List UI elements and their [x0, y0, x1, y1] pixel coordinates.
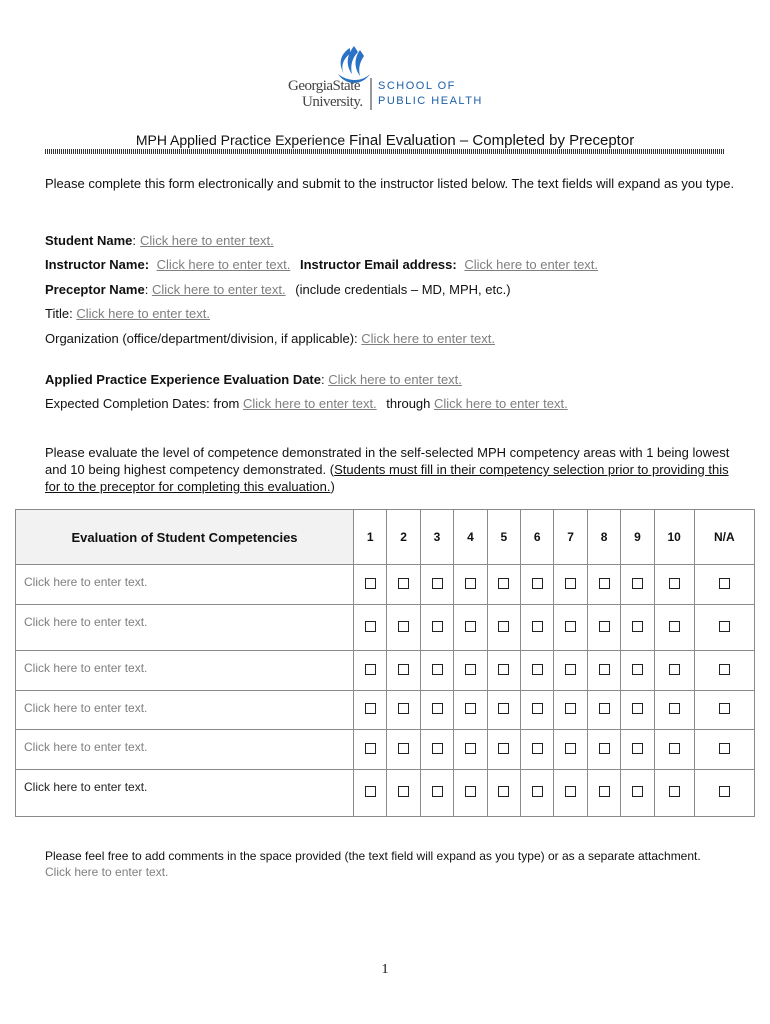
score-column-header: 1: [354, 510, 387, 565]
eval-date-input[interactable]: Click here to enter text.: [328, 372, 462, 387]
score-column-header: N/A: [694, 510, 754, 565]
score-checkbox[interactable]: [432, 743, 443, 754]
score-cell: [621, 605, 654, 651]
score-checkbox[interactable]: [498, 578, 509, 589]
score-cell: [454, 691, 487, 730]
score-checkbox[interactable]: [498, 664, 509, 675]
completion-through-input[interactable]: Click here to enter text.: [434, 396, 568, 411]
competency-input[interactable]: Click here to enter text.: [16, 770, 354, 817]
score-cell: [487, 770, 520, 817]
table-row: [16, 691, 755, 730]
score-checkbox[interactable]: [632, 786, 643, 797]
score-column-header: 6: [521, 510, 554, 565]
score-cell: [521, 651, 554, 691]
score-checkbox[interactable]: [498, 786, 509, 797]
score-checkbox[interactable]: [398, 786, 409, 797]
score-cell: [354, 770, 387, 817]
intro-text: Please complete this form electronically and submit to the instructor listed below. The text fields will expand as you type.: [45, 176, 735, 191]
score-checkbox[interactable]: [719, 743, 730, 754]
score-cell: [654, 651, 694, 691]
gsu-logo: [288, 44, 488, 116]
score-cell: [521, 691, 554, 730]
score-checkbox[interactable]: [498, 621, 509, 632]
score-checkbox[interactable]: [432, 621, 443, 632]
score-cell: [587, 691, 620, 730]
completion-dates-row: Expected Completion Dates: from Click here to enter text. through Click here to enter text.: [45, 396, 568, 411]
score-checkbox[interactable]: [365, 743, 376, 754]
score-checkbox[interactable]: [532, 664, 543, 675]
score-cell: [554, 730, 587, 770]
score-checkbox[interactable]: [669, 786, 680, 797]
score-checkbox[interactable]: [599, 786, 610, 797]
score-cell: [454, 730, 487, 770]
score-cell: [587, 730, 620, 770]
score-cell: [694, 770, 754, 817]
score-checkbox[interactable]: [565, 664, 576, 675]
score-cell: [621, 565, 654, 605]
score-column-header: 2: [387, 510, 420, 565]
score-column-header: 8: [587, 510, 620, 565]
score-checkbox[interactable]: [532, 786, 543, 797]
score-checkbox[interactable]: [465, 621, 476, 632]
competency-input[interactable]: Click here to enter text.: [16, 730, 354, 770]
table-row: [16, 605, 755, 651]
score-column-header: 4: [454, 510, 487, 565]
score-cell: [354, 651, 387, 691]
score-checkbox[interactable]: [532, 578, 543, 589]
title-divider: [45, 149, 725, 154]
score-checkbox[interactable]: [632, 578, 643, 589]
score-cell: [354, 691, 387, 730]
score-cell: [487, 565, 520, 605]
score-checkbox[interactable]: [432, 664, 443, 675]
score-cell: [420, 565, 453, 605]
score-cell: [654, 565, 694, 605]
score-checkbox[interactable]: [498, 703, 509, 714]
score-checkbox[interactable]: [599, 703, 610, 714]
score-checkbox[interactable]: [365, 786, 376, 797]
score-checkbox[interactable]: [565, 578, 576, 589]
score-cell: [387, 730, 420, 770]
table-row: [16, 770, 755, 817]
score-checkbox[interactable]: [432, 703, 443, 714]
score-checkbox[interactable]: [365, 621, 376, 632]
score-checkbox[interactable]: [719, 621, 730, 632]
score-cell: [654, 605, 694, 651]
score-cell: [354, 730, 387, 770]
score-cell: [420, 691, 453, 730]
score-checkbox[interactable]: [632, 664, 643, 675]
score-checkbox[interactable]: [669, 578, 680, 589]
score-checkbox[interactable]: [465, 743, 476, 754]
score-cell: [694, 730, 754, 770]
competency-table: [15, 509, 755, 817]
instructor-name-input[interactable]: Click here to enter text.: [156, 257, 291, 272]
score-checkbox[interactable]: [465, 664, 476, 675]
score-checkbox[interactable]: [365, 703, 376, 714]
score-cell: [487, 691, 520, 730]
score-cell: [554, 691, 587, 730]
score-checkbox[interactable]: [565, 743, 576, 754]
table-row: [16, 565, 755, 605]
score-cell: [587, 565, 620, 605]
score-cell: [487, 730, 520, 770]
score-cell: [354, 565, 387, 605]
organization-row: Organization (office/department/division, if applicable): Click here to enter text.: [45, 331, 495, 346]
score-cell: [387, 770, 420, 817]
score-cell: [554, 770, 587, 817]
score-checkbox[interactable]: [599, 621, 610, 632]
university-name-line1: GeorgiaState: [288, 78, 361, 94]
score-cell: [454, 770, 487, 817]
school-name-line2: PUBLIC HEALTH: [378, 95, 483, 107]
table-row: [16, 651, 755, 691]
table-header-row: [16, 510, 755, 565]
title-row: Title: Click here to enter text.: [45, 306, 210, 321]
score-checkbox[interactable]: [599, 578, 610, 589]
score-cell: [387, 651, 420, 691]
competency-input[interactable]: Click here to enter text.: [16, 605, 354, 651]
score-checkbox[interactable]: [398, 664, 409, 675]
score-checkbox[interactable]: [432, 786, 443, 797]
score-cell: [454, 605, 487, 651]
score-cell: [521, 605, 554, 651]
score-checkbox[interactable]: [398, 578, 409, 589]
score-cell: [420, 651, 453, 691]
score-cell: [587, 770, 620, 817]
instructor-row: Instructor Name: Click here to enter text. Instructor Email address: Click here to enter text.: [45, 257, 599, 272]
score-checkbox[interactable]: [565, 703, 576, 714]
score-cell: [554, 565, 587, 605]
score-checkbox[interactable]: [669, 664, 680, 675]
page-number: 1: [381, 962, 389, 977]
score-column-header: 3: [420, 510, 453, 565]
score-checkbox[interactable]: [532, 743, 543, 754]
score-checkbox[interactable]: [669, 743, 680, 754]
score-cell: [587, 651, 620, 691]
score-cell: [454, 565, 487, 605]
eval-date-row: Applied Practice Experience Evaluation Date: Click here to enter text.: [45, 372, 462, 387]
score-checkbox[interactable]: [565, 621, 576, 632]
score-checkbox[interactable]: [669, 703, 680, 714]
score-cell: [621, 691, 654, 730]
score-cell: [621, 651, 654, 691]
score-cell: [621, 770, 654, 817]
score-cell: [654, 730, 694, 770]
score-cell: [654, 691, 694, 730]
completion-from-input[interactable]: Click here to enter text.: [243, 396, 377, 411]
score-checkbox[interactable]: [719, 786, 730, 797]
score-cell: [387, 565, 420, 605]
score-checkbox[interactable]: [432, 578, 443, 589]
score-checkbox[interactable]: [632, 703, 643, 714]
score-cell: [521, 770, 554, 817]
score-cell: [587, 605, 620, 651]
score-checkbox[interactable]: [719, 664, 730, 675]
score-checkbox[interactable]: [365, 664, 376, 675]
score-checkbox[interactable]: [465, 786, 476, 797]
title-input[interactable]: Click here to enter text.: [76, 306, 210, 321]
score-cell: [521, 565, 554, 605]
comments-input[interactable]: Click here to enter text.: [45, 865, 169, 879]
competency-column-header: Evaluation of Student Competencies: [16, 510, 354, 565]
instructor-email-input[interactable]: Click here to enter text.: [464, 257, 599, 272]
score-cell: [420, 730, 453, 770]
score-checkbox[interactable]: [532, 703, 543, 714]
score-checkbox[interactable]: [498, 743, 509, 754]
score-column-header: 7: [554, 510, 587, 565]
school-name-line1: SCHOOL OF: [378, 80, 456, 92]
score-checkbox[interactable]: [719, 703, 730, 714]
competency-input[interactable]: Click here to enter text.: [16, 565, 354, 605]
score-cell: [454, 651, 487, 691]
score-cell: [694, 691, 754, 730]
score-cell: [694, 651, 754, 691]
score-checkbox[interactable]: [365, 578, 376, 589]
student-name-row: Student Name: Click here to enter text.: [45, 233, 274, 248]
score-checkbox[interactable]: [669, 621, 680, 632]
score-cell: [420, 770, 453, 817]
score-cell: [420, 605, 453, 651]
score-checkbox[interactable]: [599, 664, 610, 675]
score-column-header: 10: [654, 510, 694, 565]
score-checkbox[interactable]: [398, 743, 409, 754]
score-cell: [694, 605, 754, 651]
score-cell: [694, 565, 754, 605]
competency-input[interactable]: Click here to enter text.: [16, 651, 354, 691]
comments-section: Please feel free to add comments in the space provided (the text field will expand as you type) or as a separate attachment. Click here to enter text.: [45, 849, 701, 879]
score-column-header: 5: [487, 510, 520, 565]
score-cell: [554, 651, 587, 691]
score-checkbox[interactable]: [398, 703, 409, 714]
score-checkbox[interactable]: [565, 786, 576, 797]
score-cell: [354, 605, 387, 651]
score-column-header: 9: [621, 510, 654, 565]
score-cell: [387, 691, 420, 730]
score-cell: [487, 651, 520, 691]
score-checkbox[interactable]: [532, 621, 543, 632]
score-checkbox[interactable]: [599, 743, 610, 754]
score-checkbox[interactable]: [465, 703, 476, 714]
preceptor-name-input[interactable]: Click here to enter text.: [151, 282, 286, 297]
score-checkbox[interactable]: [632, 743, 643, 754]
page-title: MPH Applied Practice Experience Final Evaluation – Completed by Preceptor: [135, 132, 635, 149]
score-checkbox[interactable]: [632, 621, 643, 632]
score-cell: [521, 730, 554, 770]
evaluation-instructions: Please evaluate the level of competence demonstrated in the self-selected MPH competency areas with 1 being lowest and 10 being highest competency demonstrated. (Students must fill in their competency selection prior to providing this for to the preceptor for completing this evaluation.): [45, 445, 730, 494]
score-checkbox[interactable]: [398, 621, 409, 632]
score-cell: [621, 730, 654, 770]
table-row: [16, 730, 755, 770]
score-cell: [387, 605, 420, 651]
student-name-input[interactable]: Click here to enter text.: [140, 233, 274, 248]
score-cell: [554, 605, 587, 651]
score-cell: [654, 770, 694, 817]
score-checkbox[interactable]: [719, 578, 730, 589]
competency-input[interactable]: Click here to enter text.: [16, 691, 354, 730]
score-checkbox[interactable]: [465, 578, 476, 589]
university-name-line2: University.: [302, 94, 363, 110]
organization-input[interactable]: Click here to enter text.: [361, 331, 495, 346]
score-cell: [487, 605, 520, 651]
preceptor-row: Preceptor Name: Click here to enter text. (include credentials – MD, MPH, etc.): [45, 282, 511, 297]
